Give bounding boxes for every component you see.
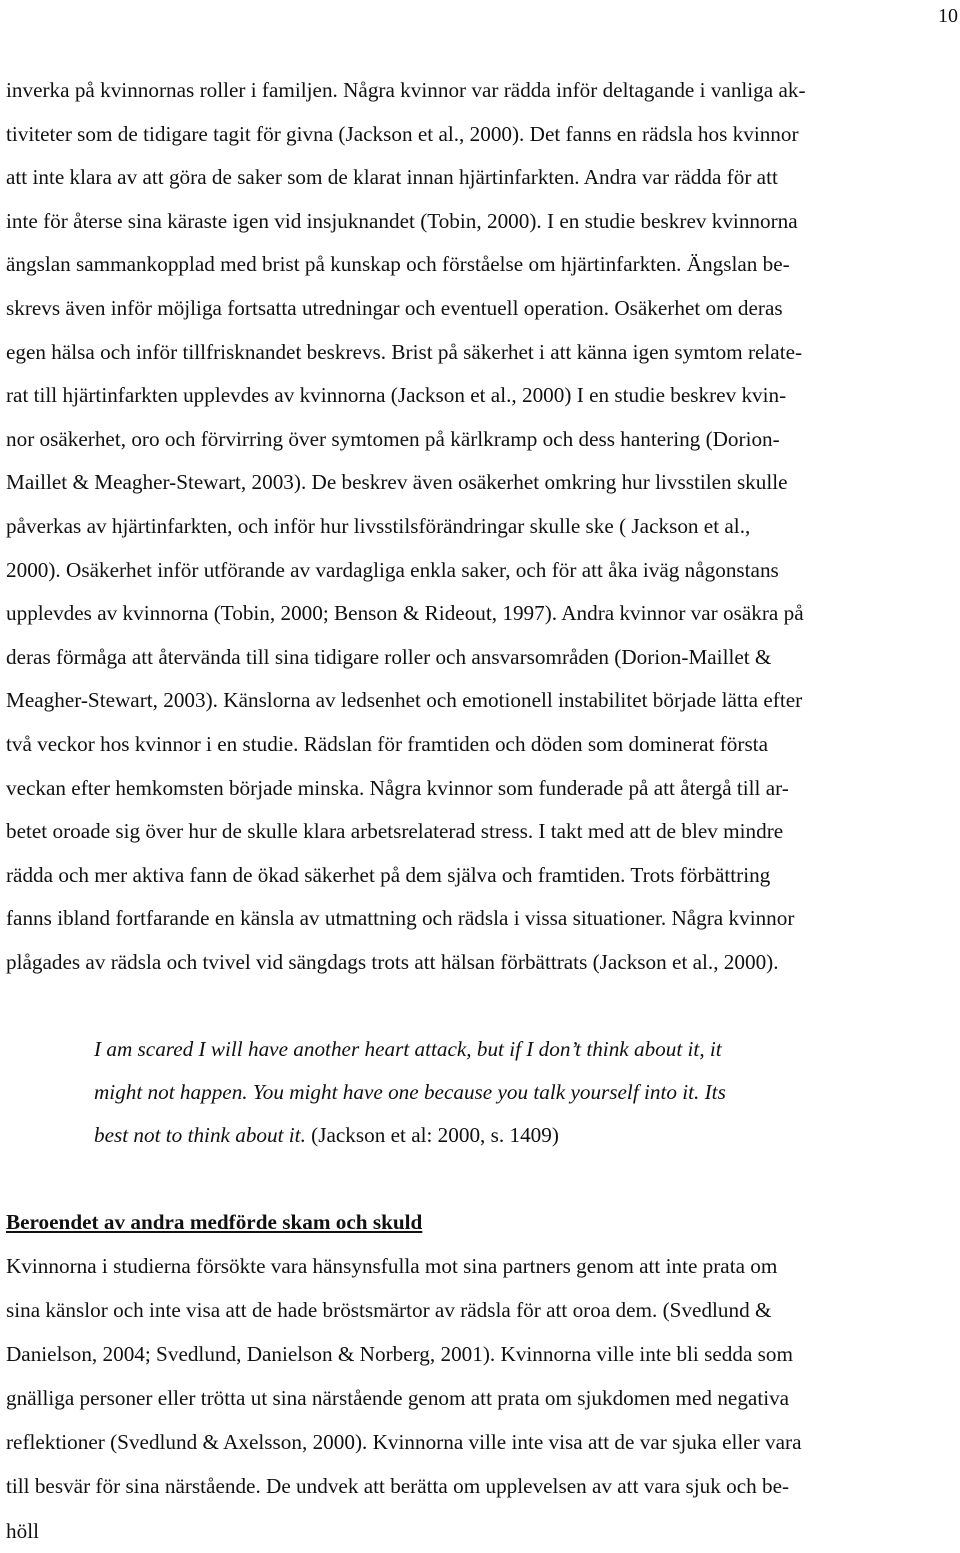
text-line: Maillet & Meagher-Stewart, 2003). De beskrev även osäkerhet omkring hur livsstilen skulle bbox=[6, 470, 788, 495]
text-line: 2000). Osäkerhet inför utförande av vardagliga enkla saker, och för att åka iväg någonstans bbox=[6, 557, 779, 582]
text-line: Kvinnorna i studierna försökte vara hänsynsfulla mot sina partners genom att inte prata om bbox=[6, 1254, 778, 1278]
text-line: Meagher-Stewart, 2003). Känslorna av ledsenhet och emotionell instabilitet började lätta efter bbox=[6, 688, 803, 713]
section-heading: Beroendet av andra medförde skam och skuld bbox=[6, 1210, 423, 1234]
body-paragraph-2 bbox=[6, 1244, 958, 1553]
text-line: Danielson, 2004; Svedlund, Danielson & Norberg, 2001). Kvinnorna ville inte bli sedda som bbox=[6, 1342, 793, 1367]
text-line: gnälliga personer eller trötta ut sina närstående genom att prata om sjukdomen med negativa bbox=[6, 1386, 790, 1411]
quote-citation: (Jackson et al: 2000, s. 1409) bbox=[305, 1123, 559, 1147]
text-line: rat till hjärtinfarkten upplevdes av kvinnorna (Jackson et al., 2000) I en studie beskrev kvin- bbox=[6, 383, 787, 408]
text-line: rädda och mer aktiva fann de ökad säkerhet på dem själva och framtiden. Trots förbättring bbox=[6, 862, 771, 887]
text-line: tiviteter som de tidigare tagit för givna (Jackson et al., 2000). Det fanns en rädsla hos kvinnor bbox=[6, 121, 799, 146]
text-line: deras förmåga att återvända till sina tidigare roller och ansvarsområden (Dorion-Maillet & bbox=[6, 644, 772, 669]
text-line: två veckor hos kvinnor i en studie. Rädslan för framtiden och döden som dominerat första bbox=[6, 731, 768, 756]
text-line: påverkas av hjärtinfarkten, och inför hur livsstilsförändringar skulle ske ( Jackson et al., bbox=[6, 513, 751, 538]
text-line: skrevs även inför möjliga fortsatta utredningar och eventuell operation. Osäkerhet om deras bbox=[6, 295, 783, 320]
text-line: egen hälsa och inför tillfrisknandet beskrevs. Brist på säkerhet i att känna igen symtom relate- bbox=[6, 339, 803, 364]
text-line: nor osäkerhet, oro och förvirring över symtomen på kärlkramp och dess hantering (Dorion- bbox=[6, 426, 780, 451]
quote-line-with-citation bbox=[94, 1114, 954, 1157]
text-line: att inte klara av att göra de saker som de klarat innan hjärtinfarkten. Andra var rädda för att bbox=[6, 165, 778, 190]
quote-line: might not happen. You might have one because you talk yourself into it. Its bbox=[94, 1080, 726, 1104]
text-line: veckan efter hemkomsten började minska. Några kvinnor som funderade på att återgå till ar- bbox=[6, 775, 789, 800]
text-line: till besvär för sina närstående. De undvek att berätta om upplevelsen av att vara sjuk och be- bbox=[6, 1474, 790, 1499]
text-line: fanns ibland fortfarande en känsla av utmattning och rädsla i vissa situationer. Några kvinnor bbox=[6, 906, 795, 931]
text-line: inte för återse sina käraste igen vid insjuknandet (Tobin, 2000). I en studie beskrev kvinnorna bbox=[6, 208, 798, 233]
text-line: betet oroade sig över hur de skulle klara arbetsrelaterad stress. I takt med att de blev mindre bbox=[6, 819, 784, 844]
text-line: reflektioner (Svedlund & Axelsson, 2000). Kvinnorna ville inte visa att de var sjuka eller vara bbox=[6, 1430, 802, 1455]
text-line: plågades av rädsla och tvivel vid sängdags trots att hälsan förbättrats (Jackson et al., 2000). bbox=[6, 949, 779, 974]
text-line: sina känslor och inte visa att de hade bröstsmärtor av rädsla för att oroa dem. (Svedlund & bbox=[6, 1298, 772, 1323]
body-paragraph-1 bbox=[6, 69, 958, 984]
text-line: höll bbox=[6, 1518, 39, 1543]
quote-text: best not to think about it. bbox=[94, 1123, 306, 1147]
page-number: 10 bbox=[938, 5, 958, 27]
quote-line: I am scared I will have another heart attack, but if I don’t think about it, it bbox=[94, 1037, 722, 1061]
text-line: upplevdes av kvinnorna (Tobin, 2000; Benson & Rideout, 1997). Andra kvinnor var osäkra på bbox=[6, 601, 804, 626]
text-line: ängslan sammankopplad med brist på kunskap och förståelse om hjärtinfarkten. Ängslan be- bbox=[6, 252, 790, 277]
text-line: inverka på kvinnornas roller i familjen. Några kvinnor var rädda inför deltagande i vanliga ak- bbox=[6, 78, 806, 102]
block-quote bbox=[94, 1028, 954, 1157]
